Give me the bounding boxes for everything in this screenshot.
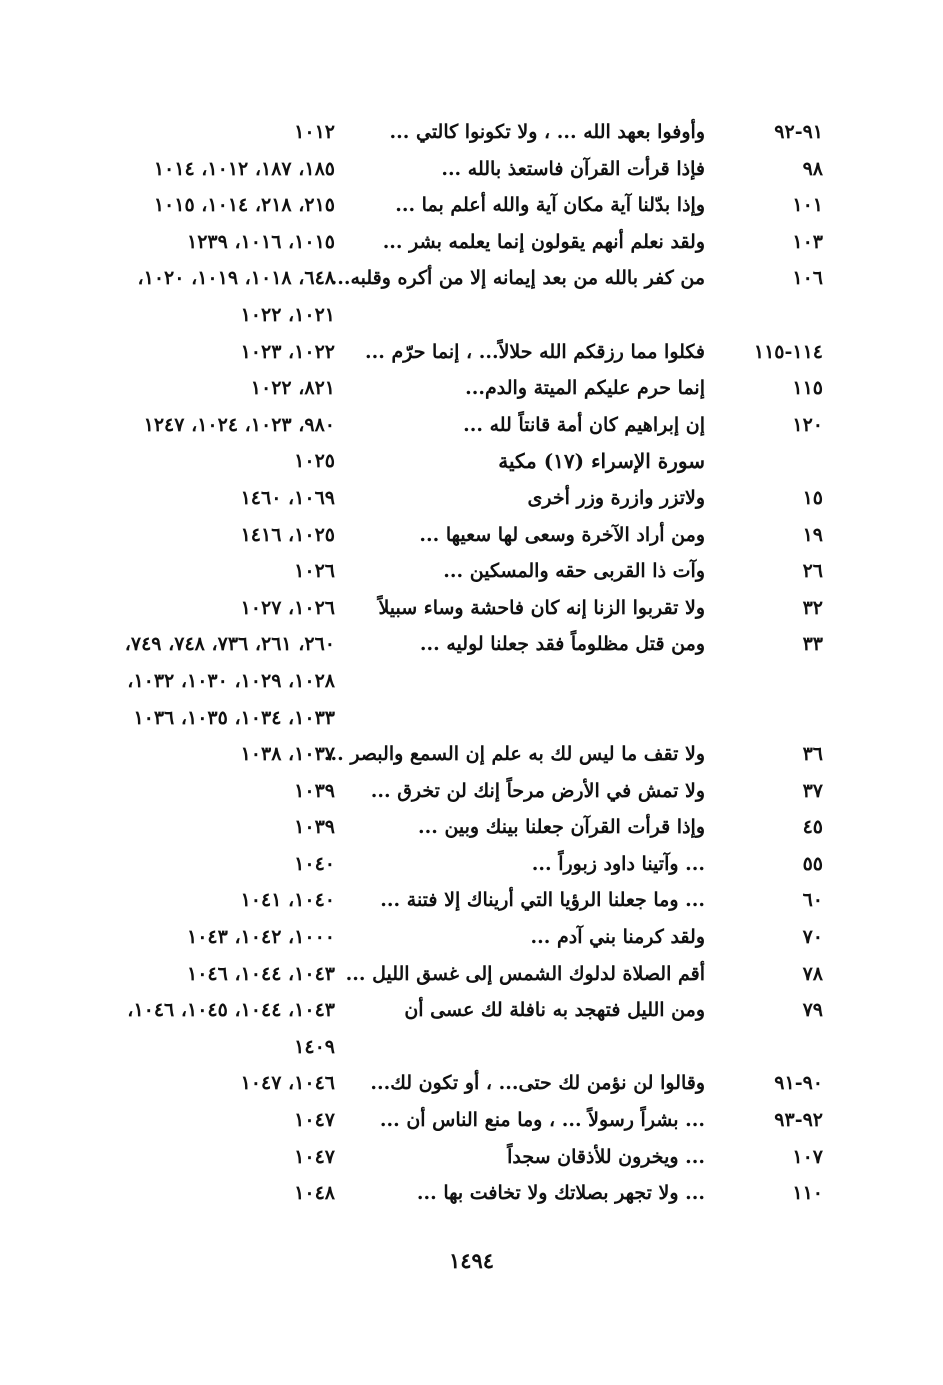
verse-number: ٢٦ (802, 560, 823, 583)
page-references: ١٠٢٥، ١٤١٦ (240, 523, 335, 546)
verse-excerpt: من كفر بالله من بعد إيمانه إلا من أكره وقلبه... (330, 267, 705, 290)
index-row (0, 736, 943, 773)
verse-excerpt: ولقد نعلم أنهم يقولون إنما يعلمه بشر ... (382, 230, 705, 253)
verse-excerpt: إن إبراهيم كان أمة قانتاً لله ... (463, 413, 705, 436)
page-references: ١٠٤٨ (294, 1182, 335, 1205)
page-references: ١٠٣٩ (294, 779, 335, 802)
verse-number: ٧٨ (802, 962, 823, 985)
index-row (0, 626, 943, 663)
verse-excerpt (345, 663, 705, 700)
verse-number: ١٥ (802, 486, 823, 509)
index-row (0, 1102, 943, 1139)
verse-excerpt: وأوفوا بعهد الله ... ، ولا تكونوا كالتي ... (389, 121, 705, 143)
page-number: ١٤٩٤ (448, 1248, 495, 1273)
verse-excerpt: ومن قتل مظلوماً فقد جعلنا لوليه ... (419, 633, 705, 656)
verse-number: ٧٠ (802, 926, 823, 949)
verse-excerpt: ... ولا تجهر بصلاتك ولا تخافت بها ... (416, 1182, 705, 1205)
page-references: ٦٤٨، ١٠١٨، ١٠١٩، ١٠٢٠، (137, 267, 335, 290)
verse-number: ٩٠-٩١ (774, 1072, 823, 1095)
verse-number: ٤٥ (802, 816, 823, 839)
verse-number: ١١٥ (792, 377, 823, 400)
index-row (0, 663, 943, 700)
index-row (0, 187, 943, 224)
verse-number: ٦٠ (802, 889, 823, 912)
verse-number: ١٠٣ (792, 230, 823, 253)
verse-number (733, 297, 823, 334)
verse-excerpt (345, 297, 705, 334)
index-row (0, 590, 943, 627)
page-references: ١٠١٢ (294, 121, 335, 143)
verse-excerpt: وإذا بدّلنا آية مكان آية والله أعلم بما ... (395, 194, 705, 217)
index-row (0, 1139, 943, 1176)
index-row (0, 1175, 943, 1212)
index-row (0, 407, 943, 444)
verse-excerpt: ولا تقف ما ليس لك به علم إن السمع والبصر ... (323, 743, 705, 766)
page-references: ٨٢١، ١٠٢٢ (250, 377, 335, 400)
verse-excerpt: ومن الليل فتهجد به نافلة لك عسى أن (404, 999, 705, 1022)
verse-number: ١٠٦ (792, 267, 823, 290)
index-row (0, 151, 943, 188)
verse-number: ٥٥ (802, 852, 823, 875)
page-references: ١٠٦٩، ١٤٦٠ (240, 486, 335, 509)
page-references: ١٠٤٣، ١٠٤٤، ١٠٤٦ (187, 962, 335, 985)
verse-number: ١٠١ (792, 194, 823, 217)
page-references: ١٠٠٠، ١٠٤٢، ١٠٤٣ (187, 926, 335, 949)
index-row (0, 370, 943, 407)
page-references: ١٠٢٢، ١٠٢٣ (240, 340, 335, 363)
page-references: ٢٦٠، ٢٦١، ٧٣٦، ٧٤٨، ٧٤٩، (124, 633, 335, 656)
verse-number: ١١٠ (792, 1182, 823, 1205)
verse-excerpt: وإذا قرأت القرآن جعلنا بينك وبين ... (417, 816, 705, 839)
index-row (0, 773, 943, 810)
surah-title: سورة الإسراء (١٧) مكية (498, 449, 705, 474)
page-references: ١٤٠٩ (294, 1035, 335, 1058)
page-references: ٩٨٠، ١٠٢٣، ١٠٢٤، ١٢٤٧ (143, 413, 335, 436)
verse-number: ٣٧ (802, 779, 823, 802)
page-references: ١٠١٥، ١٠١٦، ١٢٣٩ (187, 230, 335, 253)
verse-excerpt: ولقد كرمنا بني آدم ... (530, 926, 705, 949)
index-row (0, 297, 943, 334)
verse-excerpt: ولا تقربوا الزنا إنه كان فاحشة وساء سبيلاً (378, 596, 705, 619)
page-references: ١٠٤٧ (294, 1145, 335, 1168)
verse-excerpt: أقم الصلاة لدلوك الشمس إلى غسق الليل ... (345, 962, 705, 985)
index-row (0, 846, 943, 883)
page-references: ٢١٥، ٢١٨، ١٠١٤، ١٠١٥ (153, 194, 335, 217)
verse-excerpt: وآت ذا القربى حقه والمسكين ... (443, 560, 705, 583)
index-row (0, 553, 943, 590)
surah-heading-row (0, 443, 943, 480)
index-row (0, 114, 943, 151)
verse-excerpt: ... وآتينا داود زبوراً ... (531, 852, 705, 875)
verse-excerpt: ولا تمش في الأرض مرحاً إنك لن تخرق ... (370, 779, 705, 802)
index-row (0, 334, 943, 371)
page-references: ١٨٥، ١٨٧، ١٠١٢، ١٠١٤ (153, 157, 335, 180)
verse-excerpt (345, 1029, 705, 1066)
index-row (0, 992, 943, 1029)
page-references: ١٠٤٠، ١٠٤١ (240, 889, 335, 912)
verse-excerpt (345, 700, 705, 737)
page-references: ١٠٤٣، ١٠٤٤، ١٠٤٥، ١٠٤٦، (127, 999, 335, 1022)
verse-number: ٩٢-٩٣ (774, 1109, 823, 1132)
verse-excerpt: فإذا قرأت القرآن فاستعذ بالله ... (441, 157, 705, 180)
verse-number: ١١٤-١١٥ (753, 340, 823, 363)
verse-number: ١٢٠ (792, 413, 823, 436)
index-row (0, 882, 943, 919)
verse-excerpt: فكلوا مما رزقكم الله حلالاً... ، إنما حرّم ... (364, 340, 705, 363)
verse-excerpt: إنما حرم عليكم الميتة والدم... (465, 377, 705, 400)
index-row (0, 956, 943, 993)
index-row (0, 260, 943, 297)
verse-number (733, 663, 823, 700)
index-row (0, 809, 943, 846)
verse-number (733, 700, 823, 737)
page-references: ١٠٤٦، ١٠٤٧ (240, 1072, 335, 1095)
verse-number: ١٠٧ (792, 1145, 823, 1168)
page-references: ١٠٢٦ (294, 560, 335, 583)
verse-excerpt: ... وما جعلنا الرؤيا التي أريناك إلا فتنة ... (380, 889, 705, 912)
verse-excerpt: ولاتزر وازرة وزر أخرى (527, 486, 705, 509)
index-row (0, 700, 943, 737)
page-references: ١٠٣٧، ١٠٣٨ (240, 743, 335, 766)
verse-excerpt: ... بشراً رسولاً ... ، وما منع الناس أن ... (379, 1109, 705, 1132)
verse-number: ٩١-٩٢ (774, 121, 823, 143)
verse-number (733, 443, 823, 480)
verse-number: ٣٢ (802, 596, 823, 619)
verse-index-list (0, 114, 943, 1212)
verse-number: ٣٣ (802, 633, 823, 656)
index-row (0, 1065, 943, 1102)
page-references: ١٠٣٣، ١٠٣٤، ١٠٣٥، ١٠٣٦ (133, 706, 335, 729)
verse-excerpt: ... ويخرون للأذقان سجداً (507, 1145, 705, 1168)
index-row (0, 919, 943, 956)
index-row (0, 1029, 943, 1066)
page-references: ١٠٢٦، ١٠٢٧ (240, 596, 335, 619)
page-references: ١٠٢١، ١٠٢٢ (240, 303, 335, 326)
index-row (0, 517, 943, 554)
index-row (0, 224, 943, 261)
verse-number (733, 1029, 823, 1066)
verse-number: ٩٨ (802, 157, 823, 180)
page-references: ١٠٢٨، ١٠٢٩، ١٠٣٠، ١٠٣٢، (127, 669, 335, 692)
page-references: ١٠٤٧ (294, 1109, 335, 1132)
page-references: ١٠٤٠ (294, 852, 335, 875)
verse-number: ٣٦ (802, 743, 823, 766)
verse-number: ١٩ (802, 523, 823, 546)
verse-number: ٧٩ (802, 999, 823, 1022)
page-references: ١٠٣٩ (294, 816, 335, 839)
verse-excerpt: ومن أراد الآخرة وسعى لها سعيها ... (419, 523, 705, 546)
index-row (0, 480, 943, 517)
page-references: ١٠٢٥ (294, 450, 335, 473)
verse-excerpt: وقالوا لن نؤمن لك حتى... ، أو تكون لك... (370, 1072, 705, 1095)
